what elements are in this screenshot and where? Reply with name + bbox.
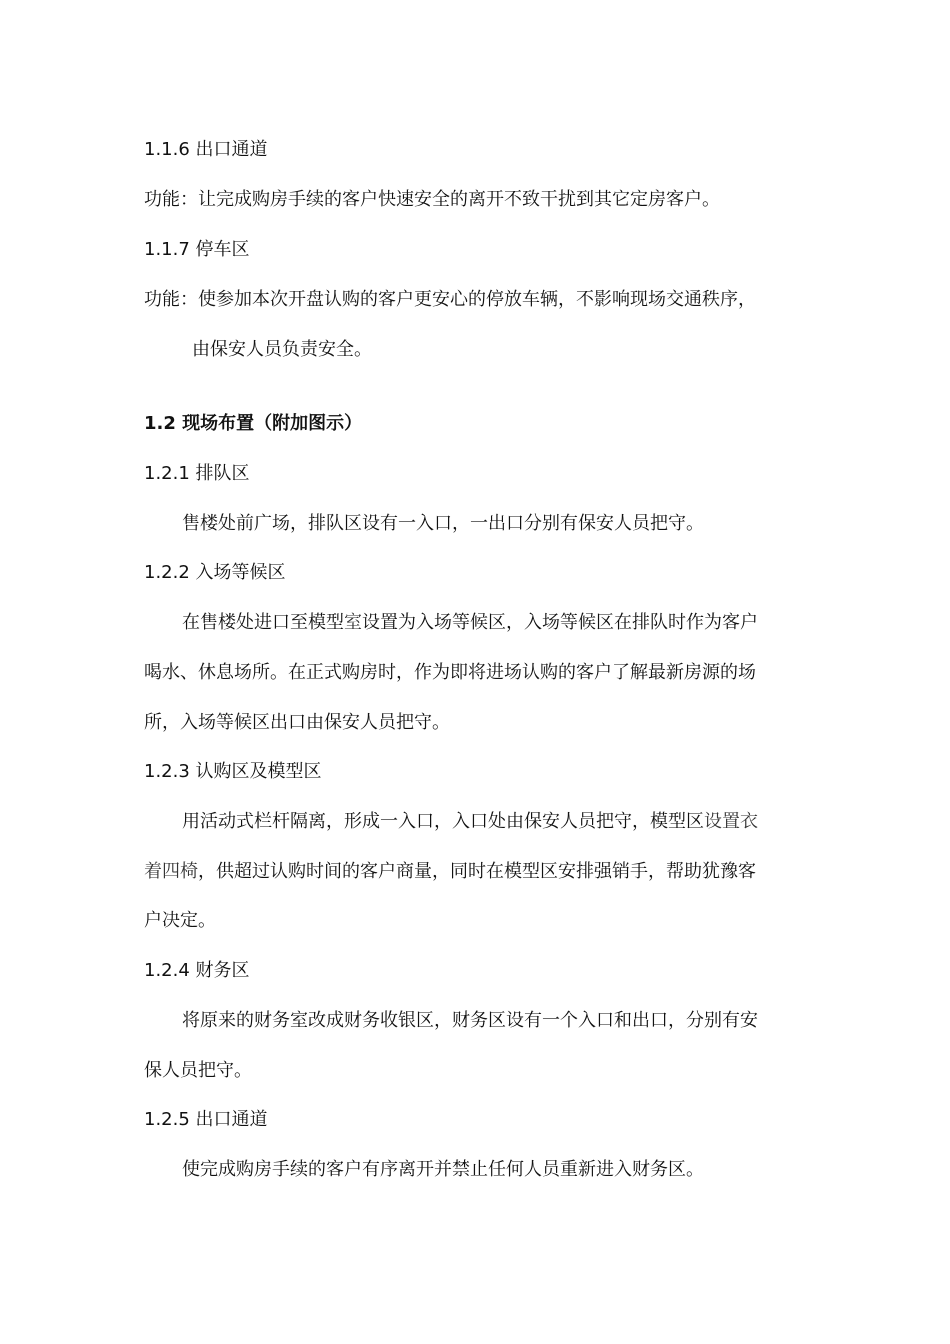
section-heading-1-2-3: 1.2.3 认购区及模型区	[144, 761, 322, 782]
paragraph-parking-function-cont: 由保安人员负责安全。	[192, 339, 372, 360]
text-run: ，供超过认购时间的客户商量，同时在模型区安排强销手，帮助犹豫客	[198, 861, 756, 882]
text-run: 用活动式栏杆隔离，形成一入口，入口处由保安人员把守，模型区	[182, 811, 704, 832]
text-run: 设置为入场等候区，入场等候区在排队时作为客户	[362, 612, 758, 633]
section-heading-1-2: 1.2 现场布置（附加图示）	[144, 413, 363, 434]
text-run: 在售楼处进口至模型	[182, 612, 344, 633]
paragraph-sales-area-line2	[144, 860, 756, 884]
text-run-serif: 设置衣	[704, 811, 758, 832]
paragraph-waiting-area-line3: 所，入场等候区出口由保安人员把守。	[144, 712, 450, 733]
paragraph-exit-channel: 使完成购房手续的客户有序离开并禁止任何人员重新进入财务区。	[182, 1159, 704, 1180]
section-heading-1-2-4: 1.2.4 财务区	[144, 960, 250, 981]
paragraph-finance-area-line2: 保人员把守。	[144, 1060, 252, 1081]
paragraph-sales-area-line3: 户决定。	[144, 910, 216, 931]
paragraph-queue-area: 售楼处前广场，排队区设有一入口，一出口分别有保安人员把守。	[182, 513, 704, 534]
paragraph-finance-area-line1: 将原来的财务室改成财务收银区，财务区设有一个入口和出口，分别有安	[182, 1010, 758, 1031]
text-run-serif: 着四椅	[144, 861, 198, 882]
paragraph-parking-function: 功能：使参加本次开盘认购的客户更安心的停放车辆，不影响现场交通秩序，	[144, 289, 756, 310]
section-heading-1-2-5: 1.2.5 出口通道	[144, 1109, 268, 1130]
section-heading-1-2-2: 1.2.2 入场等候区	[144, 562, 286, 583]
paragraph-waiting-area-line1	[182, 611, 758, 635]
section-heading-1-1-6: 1.1.6 出口通道	[144, 139, 268, 160]
section-heading-1-2-1: 1.2.1 排队区	[144, 463, 250, 484]
section-heading-1-1-7: 1.1.7 停车区	[144, 239, 250, 260]
paragraph-sales-area-line1	[182, 810, 758, 834]
paragraph-exit-function: 功能：让完成购房手续的客户快速安全的离开不致干扰到其它定房客户。	[144, 189, 720, 210]
paragraph-waiting-area-line2: 喝水、休息场所。在正式购房时，作为即将进场认购的客户了解最新房源的场	[144, 662, 756, 683]
text-run-serif: 室	[344, 612, 362, 633]
